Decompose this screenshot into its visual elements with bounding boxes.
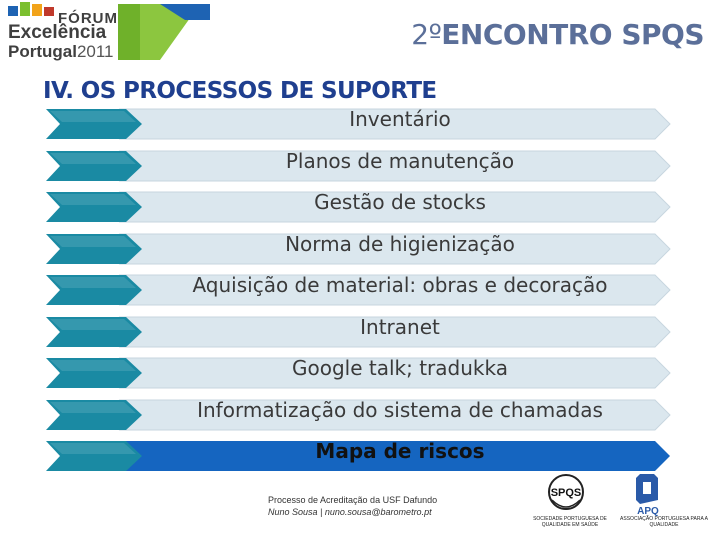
process-row bbox=[0, 232, 720, 270]
forum-logo-year: 2011 bbox=[76, 42, 114, 61]
spqs-logo bbox=[530, 470, 610, 530]
process-row bbox=[0, 273, 720, 311]
spqs-logo-caption: SOCIEDADE PORTUGUESA DE QUALIDADE EM SAÚDE bbox=[533, 516, 607, 528]
forum-logo-portugal: Portugal bbox=[8, 42, 77, 61]
process-row-label: Intranet bbox=[360, 315, 440, 339]
process-row bbox=[0, 149, 720, 187]
footer-text bbox=[268, 494, 437, 518]
process-row bbox=[0, 356, 720, 394]
spqs-logo-text: SPQS bbox=[550, 487, 582, 499]
process-row-label: Google talk; tradukka bbox=[292, 356, 508, 380]
process-row bbox=[0, 315, 720, 353]
forum-logo-line3 bbox=[8, 42, 114, 62]
event-title bbox=[411, 18, 704, 51]
section-title: IV. OS PROCESSOS DE SUPORTE bbox=[43, 78, 437, 104]
process-row bbox=[0, 398, 720, 436]
forum-excelencia-logo bbox=[0, 0, 210, 66]
process-row-label: Planos de manutenção bbox=[285, 149, 515, 173]
apq-logo-text: APQ bbox=[637, 506, 659, 517]
forum-logo-line2: Excelência bbox=[8, 22, 107, 43]
forum-logo-line1: FÓRUM bbox=[58, 10, 118, 27]
process-row-label: Norma de higienização bbox=[285, 232, 515, 256]
process-row bbox=[0, 107, 720, 145]
process-row bbox=[0, 190, 720, 228]
event-title-name: ENCONTRO SPQS bbox=[441, 18, 704, 51]
process-row-label: Informatização do sistema de chamadas bbox=[197, 398, 603, 422]
process-row-label: Mapa de riscos bbox=[315, 439, 485, 463]
slide-header bbox=[0, 0, 720, 78]
apq-logo bbox=[610, 470, 718, 530]
footer-process: Processo de Acreditação da USF Dafundo bbox=[268, 495, 438, 505]
process-row-label: Inventário bbox=[349, 107, 451, 131]
apq-logo-caption: ASSOCIAÇÃO PORTUGUESA PARA A QUALIDADE bbox=[620, 516, 708, 528]
footer-author: Nuno Sousa | nuno.sousa@barometro.pt bbox=[268, 507, 432, 517]
process-row-label: Gestão de stocks bbox=[314, 190, 486, 214]
event-title-prefix: 2º bbox=[411, 18, 442, 51]
process-row-label: Aquisição de material: obras e decoração bbox=[192, 273, 608, 297]
